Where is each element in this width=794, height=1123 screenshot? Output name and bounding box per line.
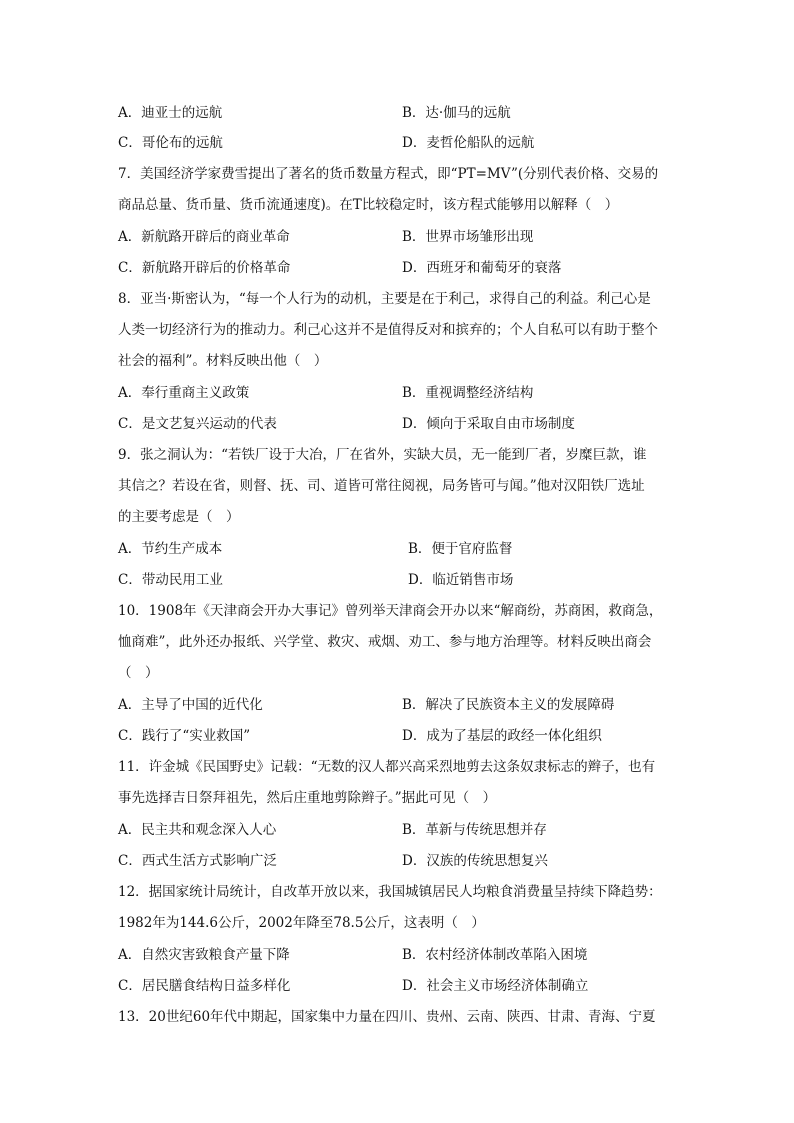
q7-option-a: A．新航路开辟后的商业革命 bbox=[118, 229, 290, 245]
q6-option-d: D．麦哲伦船队的远航 bbox=[402, 135, 535, 151]
q8-option-a: A．奉行重商主义政策 bbox=[118, 385, 250, 401]
q7-stem-line-2: 商品总量、货币量、货币流通速度)。在T比较稳定时，该方程式能够用以解释（ ） bbox=[118, 197, 619, 213]
q10-stem-line-1: 10．1908年《天津商会开办大事记》曾列举天津商会开办以来“解商纷，苏商困，救商急， bbox=[118, 603, 663, 619]
q8-stem-line-3: 社会的福利”。材料反映出他（ ） bbox=[118, 353, 328, 369]
q9-option-c: C．带动民用工业 bbox=[118, 572, 223, 588]
q9-option-b: B．便于官府监督 bbox=[408, 541, 513, 557]
q10-stem-line-2: 恤商难”，此外还办报纸、兴学堂、救灾、戒烟、劝工、参与地方治理等。材料反映出商会 bbox=[118, 634, 652, 650]
q12-option-b: B．农村经济体制改革陷入困境 bbox=[402, 947, 588, 963]
q11-option-d: D．汉族的传统思想复兴 bbox=[402, 853, 548, 869]
q9-option-a: A．节约生产成本 bbox=[118, 541, 223, 557]
q8-stem-line-1: 8．亚当·斯密认为，“每一个人行为的动机，主要是在于利己，求得自己的利益。利己心是 bbox=[118, 291, 651, 307]
q9-stem-line-2: 其信之？若设在省，则督、抚、司、道皆可常往阅视，局务皆可与闻。”他对汉阳铁厂选址 bbox=[118, 478, 645, 494]
q10-stem-line-3: （ ） bbox=[118, 665, 159, 681]
q8-option-c: C．是文艺复兴运动的代表 bbox=[118, 416, 277, 432]
q12-stem-line-1: 12．据国家统计局统计，自改革开放以来，我国城镇居民人均粮食消费量呈持续下降趋势： bbox=[118, 884, 662, 900]
q12-option-a: A．自然灾害致粮食产量下降 bbox=[118, 947, 290, 963]
q9-stem-line-1: 9．张之洞认为：“若铁厂设于大冶，厂在省外，实缺大员，无一能到厂者，岁糜巨款，谁 bbox=[118, 447, 647, 463]
q8-stem-line-2: 人类一切经济行为的推动力。利己心这并不是值得反对和摈弃的；个人自私可以有助于整个 bbox=[118, 322, 658, 338]
q13-stem-line-1: 13．20世纪60年代中期起，国家集中力量在四川、贵州、云南、陕西、甘肃、青海、宁夏 bbox=[118, 1009, 656, 1025]
q9-stem-line-3: 的主要考虑是（ ） bbox=[118, 509, 240, 525]
q10-option-d: D．成为了基层的政经一体化组织 bbox=[402, 728, 602, 744]
q7-option-d: D．西班牙和葡萄牙的衰落 bbox=[402, 260, 562, 276]
q6-option-a: A．迪亚士的远航 bbox=[118, 105, 223, 121]
q8-option-b: B．重视调整经济结构 bbox=[402, 385, 534, 401]
q11-stem-line-2: 事先选择吉日祭拜祖先，然后庄重地剪除辫子。”据此可见（ ） bbox=[118, 790, 497, 806]
q11-option-c: C．西式生活方式影响广泛 bbox=[118, 853, 277, 869]
q11-option-b: B．革新与传统思想并存 bbox=[402, 822, 547, 838]
q11-stem-line-1: 11．许金城《民国野史》记载：“无数的汉人都兴高采烈地剪去这条奴隶标志的辫子，也有 bbox=[118, 759, 656, 775]
q12-stem-line-2: 1982年为144.6公斤，2002年降至78.5公斤，这表明（ ） bbox=[118, 915, 485, 931]
q7-stem-line-1: 7．美国经济学家费雪提出了著名的货币数量方程式，即“PT=MV”(分别代表价格、交易的 bbox=[118, 166, 659, 182]
q9-option-d: D．临近销售市场 bbox=[408, 572, 514, 588]
q7-option-c: C．新航路开辟后的价格革命 bbox=[118, 260, 291, 276]
q10-option-b: B．解决了民族资本主义的发展障碍 bbox=[402, 697, 615, 713]
q11-option-a: A．民主共和观念深入人心 bbox=[118, 822, 277, 838]
q7-option-b: B．世界市场雏形出现 bbox=[402, 229, 534, 245]
q8-option-d: D．倾向于采取自由市场制度 bbox=[402, 416, 575, 432]
q10-option-a: A．主导了中国的近代化 bbox=[118, 697, 263, 713]
q12-option-d: D．社会主义市场经济体制确立 bbox=[402, 978, 589, 994]
q10-option-c: C．践行了“实业救国” bbox=[118, 728, 251, 744]
q12-option-c: C．居民膳食结构日益多样化 bbox=[118, 978, 291, 994]
q6-option-c: C．哥伦布的远航 bbox=[118, 135, 223, 151]
q6-option-b: B．达·伽马的远航 bbox=[402, 105, 511, 121]
